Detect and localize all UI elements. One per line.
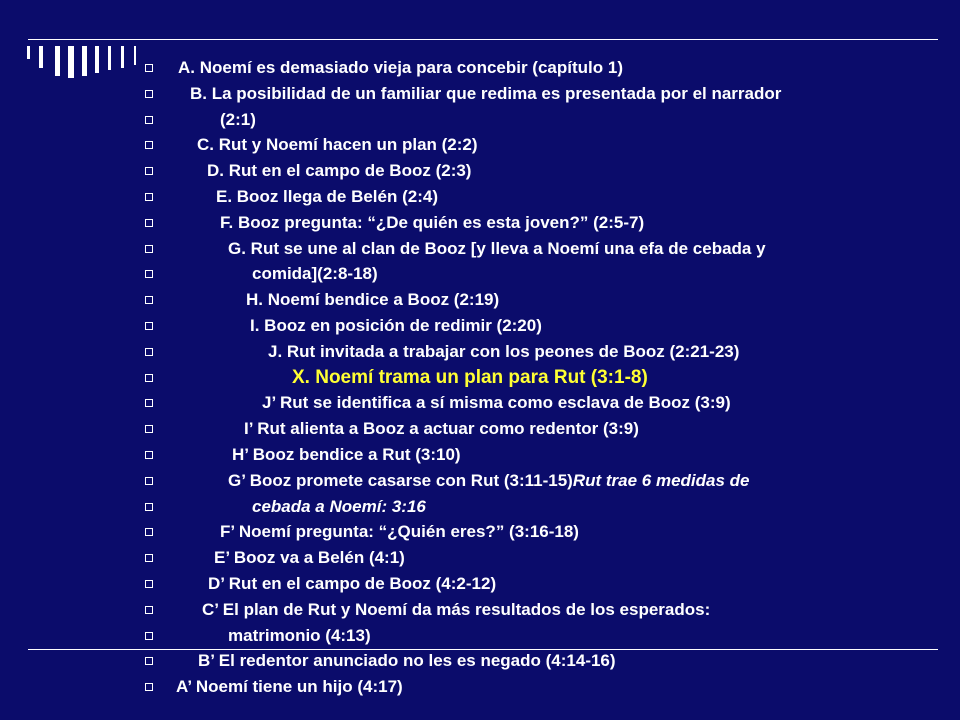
- list-item: [0, 648, 960, 674]
- list-item: [0, 210, 960, 236]
- square-bullet-icon: [145, 399, 153, 407]
- square-bullet-icon: [145, 503, 153, 511]
- list-item: [0, 236, 960, 262]
- list-item: [0, 287, 960, 313]
- item-text: [252, 494, 426, 520]
- list-item: [0, 442, 960, 468]
- item-main-text: E. Booz llega de Belén (2:4): [216, 187, 438, 206]
- square-bullet-icon: [145, 296, 153, 304]
- item-main-text: I. Booz en posición de redimir (2:20): [250, 316, 542, 335]
- list-item: [0, 674, 960, 700]
- item-main-text: G’ Booz promete casarse con Rut (3:11-15): [228, 470, 573, 490]
- item-text: [228, 468, 750, 494]
- item-main-text: A. Noemí es demasiado vieja para concebir (capítulo 1): [178, 58, 623, 77]
- list-item: [0, 468, 960, 494]
- item-text: [216, 184, 438, 210]
- item-text: [208, 571, 496, 597]
- square-bullet-icon: [145, 606, 153, 614]
- list-item: [0, 184, 960, 210]
- item-italic-text: cebada a Noemí: 3:16: [252, 496, 426, 516]
- item-main-text: B’ El redentor anunciado no les es negado (4:14-16): [198, 651, 616, 671]
- item-text: [197, 132, 478, 158]
- list-item: [0, 313, 960, 339]
- item-main-text: B. La posibilidad de un familiar que redima es presentada por el narrador: [190, 83, 782, 103]
- item-text: [220, 210, 644, 236]
- item-text: [198, 648, 616, 674]
- list-item: [0, 132, 960, 158]
- item-main-text: D. Rut en el campo de Booz (2:3): [207, 161, 472, 181]
- list-item: [0, 519, 960, 545]
- item-text: [232, 442, 461, 468]
- item-text: [246, 287, 499, 313]
- item-text: [178, 55, 623, 81]
- item-text: [268, 339, 739, 365]
- list-item: [0, 107, 960, 133]
- square-bullet-icon: [145, 193, 153, 201]
- list-item: [0, 623, 960, 649]
- item-main-text: E’ Booz va a Belén (4:1): [214, 548, 405, 568]
- list-item: [0, 81, 960, 107]
- item-text: [262, 390, 731, 416]
- item-main-text: G. Rut se une al clan de Booz [y lleva a Noemí una efa de cebada y: [228, 238, 766, 258]
- item-main-text: H. Noemí bendice a Booz (2:19): [246, 290, 500, 310]
- list-item: [0, 494, 960, 520]
- square-bullet-icon: [145, 116, 153, 124]
- item-main-text: J’ Rut se identifica a sí misma como esclava de Booz (3:9): [262, 393, 731, 413]
- square-bullet-icon: [145, 528, 153, 536]
- square-bullet-icon: [145, 477, 153, 485]
- list-item: [0, 365, 960, 391]
- item-main-text: (2:1): [220, 109, 256, 129]
- square-bullet-icon: [145, 580, 153, 588]
- square-bullet-icon: [145, 90, 153, 98]
- list-item: [0, 261, 960, 287]
- item-main-text: I’ Rut alienta a Booz a actuar como redentor (3:9): [244, 419, 639, 439]
- top-divider: [28, 39, 938, 40]
- square-bullet-icon: [145, 374, 153, 382]
- square-bullet-icon: [145, 348, 153, 356]
- square-bullet-icon: [145, 167, 153, 175]
- square-bullet-icon: [145, 683, 153, 691]
- square-bullet-icon: [145, 64, 153, 72]
- item-text: [220, 107, 256, 133]
- square-bullet-icon: [145, 219, 153, 227]
- item-text: [220, 519, 579, 545]
- item-main-text: F’ Noemí pregunta: “¿Quién eres?” (3:16-18): [220, 522, 579, 542]
- item-main-text: matrimonio (4:13): [228, 625, 371, 645]
- item-main-text: C’ El plan de Rut y Noemí da más resultados de los esperados:: [202, 599, 711, 619]
- item-text: [228, 236, 766, 262]
- list-item: [0, 55, 960, 81]
- item-text: [228, 623, 371, 649]
- item-main-text: J. Rut invitada a trabajar con los peones de Booz (2:21-23): [268, 341, 740, 361]
- item-main-text: H’ Booz bendice a Rut (3:10): [232, 445, 461, 464]
- item-italic-text: Rut trae 6 medidas de: [572, 470, 750, 490]
- item-text: [176, 674, 403, 700]
- list-item: [0, 339, 960, 365]
- square-bullet-icon: [145, 554, 153, 562]
- square-bullet-icon: [145, 451, 153, 459]
- list-item: [0, 597, 960, 623]
- item-main-text: F. Booz pregunta: “¿De quién es esta joven?” (2:5-7): [220, 212, 645, 232]
- square-bullet-icon: [145, 245, 153, 253]
- item-main-text: D’ Rut en el campo de Booz (4:2-12): [208, 574, 497, 593]
- item-main-text: A’ Noemí tiene un hijo (4:17): [176, 677, 403, 697]
- square-bullet-icon: [145, 425, 153, 433]
- item-text: [252, 261, 378, 287]
- item-text: [202, 597, 710, 623]
- list-item: [0, 545, 960, 571]
- list-item: [0, 416, 960, 442]
- item-main-text: X. Noemí trama un plan para Rut (3:1-8): [292, 366, 648, 388]
- item-text: [190, 81, 781, 107]
- list-item: [0, 158, 960, 184]
- item-main-text: comida](2:8-18): [252, 264, 378, 284]
- square-bullet-icon: [145, 657, 153, 665]
- item-text: [207, 158, 471, 184]
- item-text: [250, 313, 542, 339]
- square-bullet-icon: [145, 322, 153, 330]
- square-bullet-icon: [145, 270, 153, 278]
- item-text: [244, 416, 639, 442]
- list-item: [0, 390, 960, 416]
- list-item: [0, 571, 960, 597]
- item-main-text: C. Rut y Noemí hacen un plan (2:2): [197, 135, 478, 155]
- highlighted-item-text: [292, 365, 648, 391]
- square-bullet-icon: [145, 632, 153, 640]
- item-text: [214, 545, 405, 571]
- square-bullet-icon: [145, 141, 153, 149]
